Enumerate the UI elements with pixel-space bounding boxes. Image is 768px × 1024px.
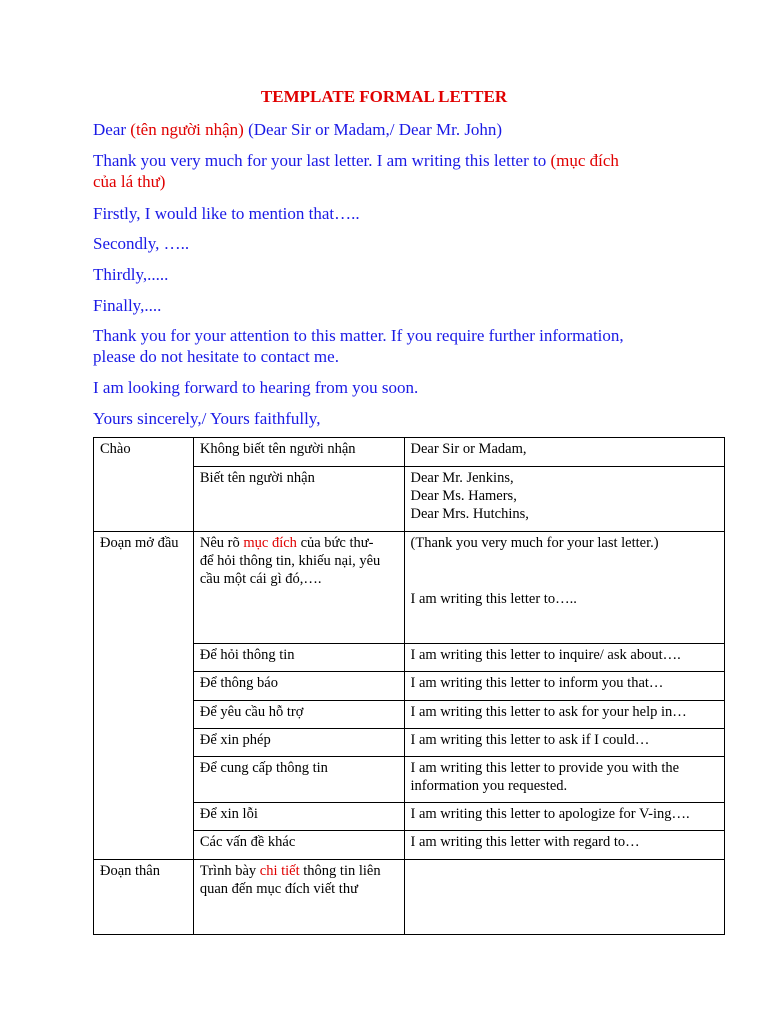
firstly-line: Firstly, I would like to mention that….. (93, 204, 360, 223)
desc-text: thông tin liên (299, 863, 381, 879)
thanks-paragraph (93, 150, 693, 192)
closing-line: Yours sincerely,/ Yours faithfully, (93, 409, 321, 428)
thanks-text: Thank you very much for your last letter. I am writing this letter to (93, 151, 551, 170)
example-cell (404, 757, 724, 803)
example-line: Dear Mr. Jenkins, (410, 470, 514, 486)
desc-cell: Biết tên người nhận (193, 467, 404, 532)
thirdly-line: Thirdly,..... (93, 265, 169, 284)
desc-text: Trình bày (199, 863, 260, 879)
dear-word: Dear (93, 120, 131, 139)
desc-text: để hỏi thông tin, khiếu nại, yêu (199, 553, 381, 569)
example-line: (Thank you very much for your last letter.) (410, 535, 659, 551)
purpose-note-cont: của lá thư) (93, 172, 166, 191)
desc-cell: Để yêu cầu hỗ trợ (193, 701, 404, 729)
example-line: I am writing this letter to….. (410, 591, 577, 607)
example-cell: I am writing this letter to inquire/ ask about…. (404, 644, 724, 672)
example-cell (404, 860, 724, 935)
desc-cell (193, 532, 404, 644)
dear-examples: (Dear Sir or Madam,/ Dear Mr. John) (243, 120, 503, 139)
example-cell: I am writing this letter with regard to… (404, 831, 724, 860)
example-cell: I am writing this letter to ask for your help in… (404, 701, 724, 729)
desc-cell: Không biết tên người nhận (193, 438, 404, 467)
attention-line-2: please do not hesitate to contact me. (93, 347, 339, 366)
desc-cell: Các vấn đề khác (193, 831, 404, 860)
example-line: I am writing this letter to provide you with the (410, 760, 680, 776)
example-cell: Dear Sir or Madam, (404, 438, 724, 467)
section-body: Đoạn thân (94, 860, 194, 935)
letter-structure-table (93, 437, 725, 935)
section-greeting: Chào (94, 438, 194, 532)
page-title: TEMPLATE FORMAL LETTER (260, 87, 508, 106)
example-cell: I am writing this letter to ask if I could… (404, 729, 724, 757)
desc-text: cầu một cái gì đó,…. (199, 571, 322, 587)
attention-paragraph (93, 325, 693, 367)
secondly-line: Secondly, ….. (93, 234, 190, 253)
desc-text: của bức thư- (296, 535, 374, 551)
example-cell: I am writing this letter to inform you that… (404, 672, 724, 701)
purpose-note: (mục đích (550, 151, 619, 170)
desc-cell: Để xin phép (193, 729, 404, 757)
table-row (94, 532, 725, 644)
attention-line-1: Thank you for your attention to this matter. If you require further information, (93, 326, 624, 345)
desc-text: quan đến mục đích viết thư (199, 881, 358, 897)
dear-line (93, 119, 693, 140)
finally-line: Finally,.... (93, 296, 162, 315)
desc-cell: Để thông báo (193, 672, 404, 701)
table-row (94, 860, 725, 935)
purpose-highlight: mục đích (243, 535, 297, 551)
example-line: information you requested. (410, 778, 568, 794)
forward-line: I am looking forward to hearing from you soon. (93, 378, 419, 397)
table-row (94, 438, 725, 467)
example-cell: I am writing this letter to apologize for V-ing…. (404, 803, 724, 831)
desc-text: Nêu rõ (199, 535, 244, 551)
detail-highlight: chi tiết (259, 863, 300, 879)
example-cell (404, 467, 724, 532)
desc-cell: Để xin lỗi (193, 803, 404, 831)
example-line: Dear Mrs. Hutchins, (410, 506, 529, 522)
example-cell (404, 532, 724, 644)
section-opening: Đoạn mở đầu (94, 532, 194, 860)
example-line: Dear Ms. Hamers, (410, 488, 517, 504)
desc-cell: Để cung cấp thông tin (193, 757, 404, 803)
desc-cell (193, 860, 404, 935)
desc-cell: Để hỏi thông tin (193, 644, 404, 672)
recipient-name-note: (tên người nhận) (130, 120, 244, 139)
